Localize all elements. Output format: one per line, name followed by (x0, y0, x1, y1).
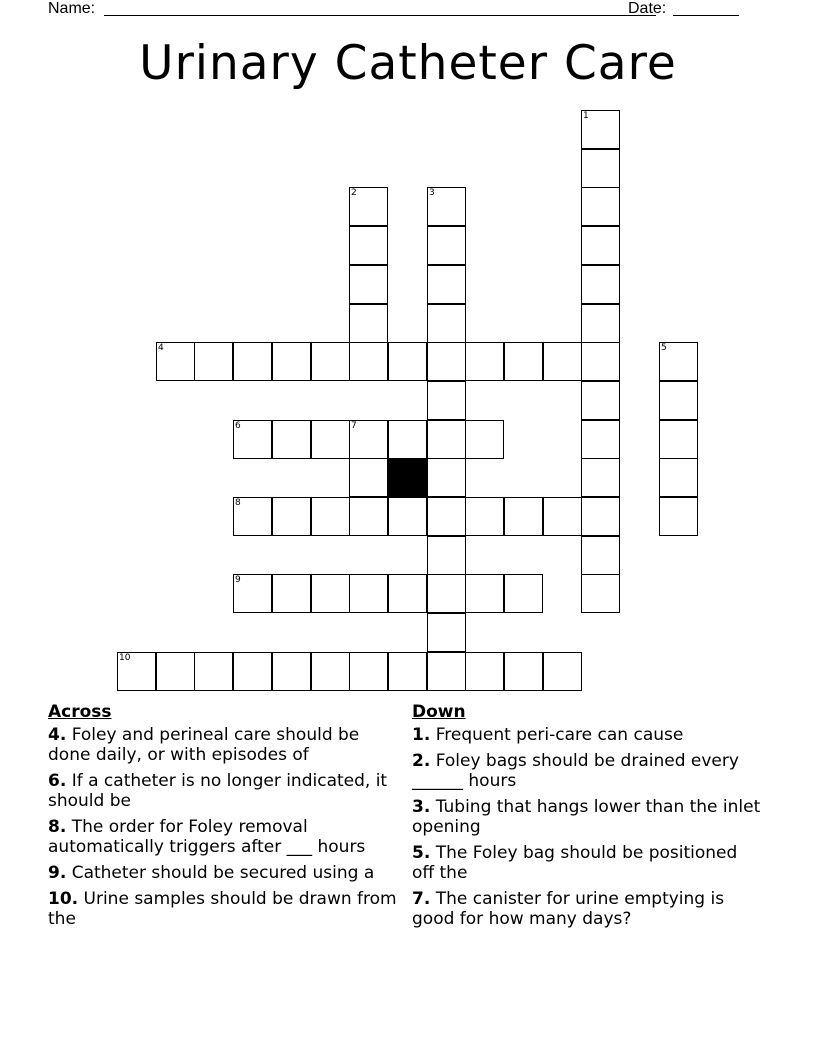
grid-cell[interactable] (465, 574, 504, 613)
grid-cell[interactable] (581, 381, 620, 420)
grid-cell[interactable] (504, 652, 543, 691)
grid-cell[interactable] (349, 652, 388, 691)
clue-number: 4. (48, 725, 67, 745)
grid-cell[interactable] (349, 265, 388, 304)
grid-cell[interactable] (388, 652, 427, 691)
grid-cell[interactable] (272, 497, 311, 536)
grid-cell[interactable] (659, 342, 698, 381)
name-label: Name: (48, 0, 96, 17)
grid-cell[interactable] (233, 420, 272, 459)
grid-cell[interactable] (581, 497, 620, 536)
grid-cell[interactable] (581, 574, 620, 613)
across-clue (48, 771, 406, 811)
clue-number-label: 2 (351, 188, 357, 198)
grid-cell[interactable] (272, 342, 311, 381)
clue-text: Frequent peri-care can cause (430, 725, 684, 745)
grid-cell[interactable] (465, 497, 504, 536)
across-clue (48, 725, 406, 765)
across-clues (48, 702, 406, 935)
grid-cell[interactable] (427, 497, 466, 536)
grid-cell[interactable] (465, 342, 504, 381)
grid-cell[interactable] (156, 652, 195, 691)
across-clue (48, 817, 406, 857)
grid-cell[interactable] (311, 497, 350, 536)
grid-cell[interactable] (581, 420, 620, 459)
grid-cell[interactable] (581, 458, 620, 497)
clue-number: 7. (412, 889, 431, 909)
grid-cell[interactable] (543, 342, 582, 381)
grid-cell[interactable] (427, 574, 466, 613)
grid-cell[interactable] (581, 265, 620, 304)
grid-cell[interactable] (581, 226, 620, 265)
clue-text: Foley bags should be drained every ______ hours (412, 751, 739, 791)
grid-cell[interactable] (504, 574, 543, 613)
clue-text: Foley and perineal care should be done daily, or with episodes of (48, 725, 360, 765)
grid-cell[interactable] (349, 497, 388, 536)
grid-cell[interactable] (504, 497, 543, 536)
clue-number-label: 3 (429, 188, 435, 198)
grid-cell[interactable] (349, 420, 388, 459)
grid-cell[interactable] (349, 574, 388, 613)
clue-text: Tubing that hangs lower than the inlet opening (412, 797, 761, 837)
clue-number-label: 10 (119, 653, 131, 663)
grid-cell[interactable] (272, 652, 311, 691)
down-clue (412, 889, 762, 929)
grid-cell[interactable] (543, 497, 582, 536)
grid-cell[interactable] (427, 381, 466, 420)
clue-number: 9. (48, 863, 67, 883)
grid-cell[interactable] (581, 304, 620, 343)
grid-cell[interactable] (311, 652, 350, 691)
grid-cell[interactable] (581, 187, 620, 226)
grid-cell[interactable] (194, 652, 233, 691)
grid-cell[interactable] (581, 110, 620, 149)
clue-number: 5. (412, 843, 431, 863)
puzzle-title: Urinary Catheter Care (139, 36, 677, 91)
grid-cell[interactable] (311, 342, 350, 381)
grid-cell[interactable] (659, 420, 698, 459)
grid-cell[interactable] (504, 342, 543, 381)
grid-cell[interactable] (427, 187, 466, 226)
grid-cell[interactable] (194, 342, 233, 381)
grid-cell[interactable] (427, 458, 466, 497)
grid-cell[interactable] (349, 187, 388, 226)
grid-cell[interactable] (388, 342, 427, 381)
grid-cell[interactable] (311, 574, 350, 613)
grid-cell[interactable] (659, 458, 698, 497)
grid-cell[interactable] (388, 497, 427, 536)
clue-number-label: 8 (235, 498, 241, 508)
clue-text: Catheter should be secured using a (66, 863, 375, 883)
clue-number-label: 9 (235, 575, 241, 585)
grid-cell[interactable] (272, 420, 311, 459)
grid-cell[interactable] (233, 342, 272, 381)
grid-cell[interactable] (388, 420, 427, 459)
date-label: Date: (628, 0, 667, 17)
down-clue (412, 843, 762, 883)
clue-number: 6. (48, 771, 67, 791)
clue-number-label: 6 (235, 421, 241, 431)
grid-cell[interactable] (272, 574, 311, 613)
grid-cell[interactable] (427, 265, 466, 304)
grid-cell[interactable] (349, 458, 388, 497)
grid-cell[interactable] (427, 304, 466, 343)
grid-cell[interactable] (233, 574, 272, 613)
clue-text: Urine samples should be drawn from the (48, 889, 397, 929)
grid-cell[interactable] (117, 652, 156, 691)
grid-cell[interactable] (388, 574, 427, 613)
grid-cell[interactable] (311, 420, 350, 459)
grid-cell[interactable] (427, 536, 466, 575)
down-clues (412, 702, 762, 935)
grid-cell[interactable] (543, 652, 582, 691)
grid-cell[interactable] (465, 420, 504, 459)
grid-cell[interactable] (156, 342, 195, 381)
grid-cell[interactable] (659, 497, 698, 536)
down-clue (412, 751, 762, 791)
clue-number: 1. (412, 725, 431, 745)
grid-cell[interactable] (659, 381, 698, 420)
grid-cell[interactable] (233, 652, 272, 691)
grid-cell[interactable] (427, 420, 466, 459)
grid-cell[interactable] (349, 342, 388, 381)
grid-cell[interactable] (427, 226, 466, 265)
down-clue (412, 797, 762, 837)
clue-number: 3. (412, 797, 431, 817)
clue-number-label: 5 (661, 343, 667, 353)
clue-number: 8. (48, 817, 67, 837)
grid-cell[interactable] (349, 226, 388, 265)
grid-cell[interactable] (581, 536, 620, 575)
across-heading: Across (48, 702, 112, 722)
across-clue (48, 863, 406, 883)
clue-number-label: 1 (583, 111, 589, 121)
clue-number: 2. (412, 751, 431, 771)
grid-cell[interactable] (465, 652, 504, 691)
black-square (388, 458, 427, 497)
clue-text: The order for Foley removal automatically triggers after ___ hours (48, 817, 366, 857)
clue-number: 10. (48, 889, 79, 909)
grid-cell[interactable] (427, 613, 466, 652)
down-clue (412, 725, 762, 745)
grid-cell[interactable] (581, 149, 620, 188)
clue-text: The canister for urine emptying is good for how many days? (412, 889, 725, 929)
grid-cell[interactable] (427, 652, 466, 691)
across-clue (48, 889, 406, 929)
clue-number-label: 4 (158, 343, 164, 353)
clue-number-label: 7 (351, 421, 357, 431)
clue-text: If a catheter is no longer indicated, it should be (48, 771, 388, 811)
grid-cell[interactable] (427, 342, 466, 381)
grid-cell[interactable] (233, 497, 272, 536)
clue-text: The Foley bag should be positioned off the (412, 843, 738, 883)
grid-cell[interactable] (349, 304, 388, 343)
down-heading: Down (412, 702, 466, 722)
grid-cell[interactable] (581, 342, 620, 381)
